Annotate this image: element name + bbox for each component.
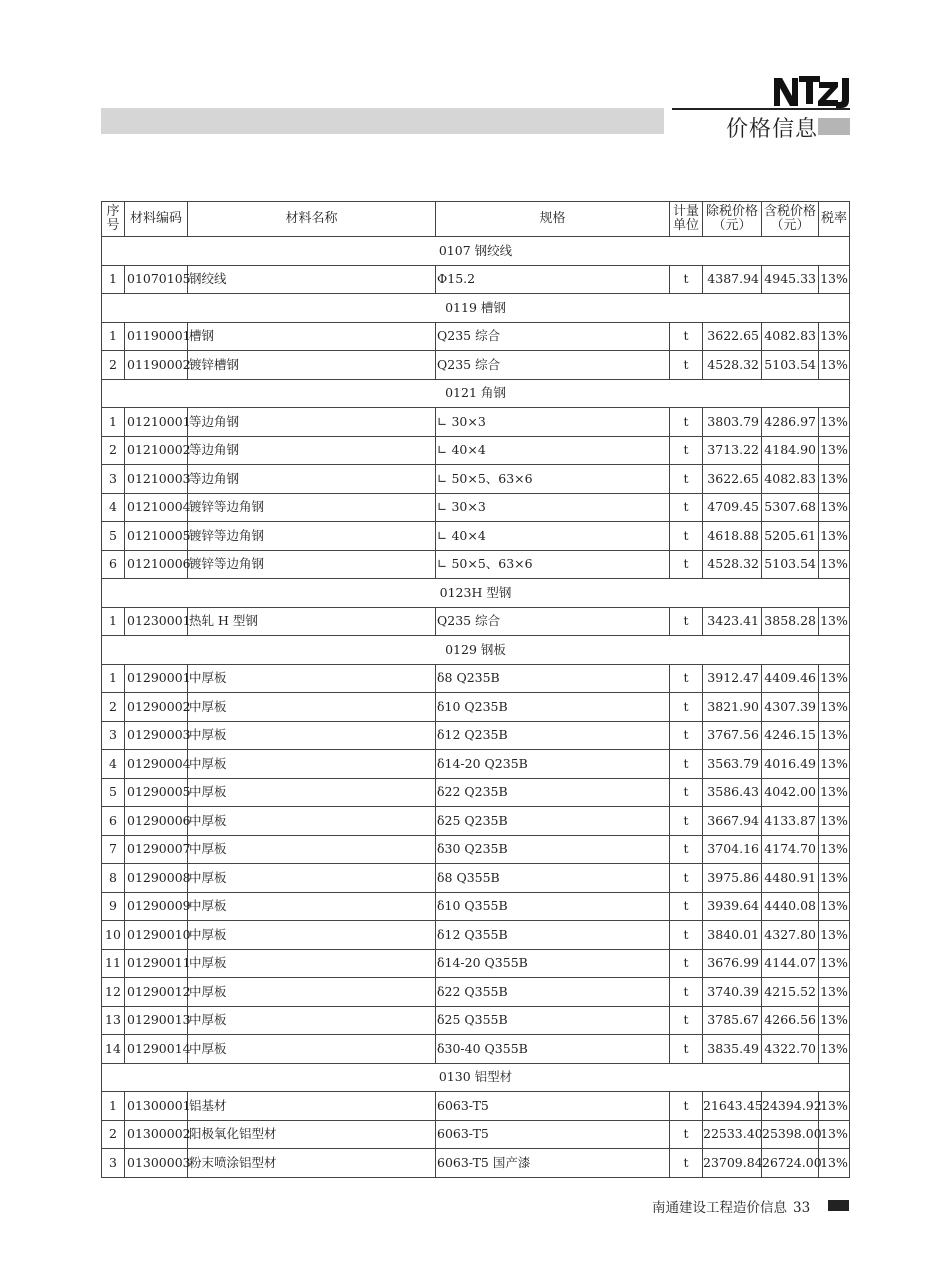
price-incl-tax: 3858.28 [762,607,819,636]
price-excl-tax: 3586.43 [703,778,762,807]
price-incl-tax: 4184.90 [762,436,819,465]
category-row [102,379,850,408]
material-name: 中厚板 [188,721,436,750]
header-code: 材料编码 [125,202,188,237]
tax-rate: 13% [819,351,850,380]
table-row [102,1149,850,1178]
table-row [102,921,850,950]
unit: t [670,892,703,921]
material-name: 中厚板 [188,1035,436,1064]
tax-rate: 13% [819,778,850,807]
row-index: 14 [102,1035,125,1064]
price-excl-tax: 4528.32 [703,550,762,579]
row-index: 5 [102,522,125,551]
material-spec: ∟ 30×3 [436,493,670,522]
price-excl-tax: 4709.45 [703,493,762,522]
price-incl-tax: 4327.80 [762,921,819,950]
price-table [101,201,850,1178]
material-code: 01290001 [125,664,188,693]
unit: t [670,721,703,750]
header-name: 材料名称 [188,202,436,237]
price-incl-tax: 4133.87 [762,807,819,836]
material-spec: ∟ 40×4 [436,436,670,465]
tax-rate: 13% [819,721,850,750]
material-name: 铝基材 [188,1092,436,1121]
table-row [102,835,850,864]
material-code: 01210002 [125,436,188,465]
tax-rate: 13% [819,664,850,693]
price-excl-tax: 3840.01 [703,921,762,950]
price-excl-tax: 3939.64 [703,892,762,921]
price-excl-tax: 4618.88 [703,522,762,551]
material-name: 等边角钢 [188,436,436,465]
material-spec: ∟ 40×4 [436,522,670,551]
tax-rate: 13% [819,1120,850,1149]
price-excl-tax: 3704.16 [703,835,762,864]
header-idx: 序号 [102,202,125,237]
material-code: 01290002 [125,693,188,722]
material-spec: δ8 Q355B [436,864,670,893]
price-incl-tax: 4440.08 [762,892,819,921]
material-name: 中厚板 [188,892,436,921]
table-row [102,1092,850,1121]
unit: t [670,864,703,893]
row-index: 8 [102,864,125,893]
table-header-row [102,202,850,237]
price-incl-tax: 4322.70 [762,1035,819,1064]
price-incl-tax: 24394.92 [762,1092,819,1121]
price-excl-tax: 3912.47 [703,664,762,693]
material-name: 阳极氧化铝型材 [188,1120,436,1149]
material-name: 等边角钢 [188,465,436,494]
material-spec: 6063-T5 [436,1120,670,1149]
unit: t [670,1149,703,1178]
material-name: 中厚板 [188,750,436,779]
material-name: 中厚板 [188,664,436,693]
unit: t [670,949,703,978]
tax-rate: 13% [819,750,850,779]
material-spec: δ10 Q235B [436,693,670,722]
unit: t [670,436,703,465]
tax-rate: 13% [819,835,850,864]
row-index: 11 [102,949,125,978]
material-code: 01290005 [125,778,188,807]
material-spec: ∟ 30×3 [436,408,670,437]
material-name: 中厚板 [188,921,436,950]
price-incl-tax: 5103.54 [762,351,819,380]
material-spec: ∟ 50×5、63×6 [436,465,670,494]
price-excl-tax: 3835.49 [703,1035,762,1064]
table-row [102,493,850,522]
row-index: 9 [102,892,125,921]
price-incl-tax: 4082.83 [762,322,819,351]
table-row [102,664,850,693]
price-incl-tax: 4945.33 [762,265,819,294]
material-code: 01190001 [125,322,188,351]
price-excl-tax: 4528.32 [703,351,762,380]
price-excl-tax: 22533.40 [703,1120,762,1149]
row-index: 7 [102,835,125,864]
material-name: 中厚板 [188,693,436,722]
price-incl-tax: 5205.61 [762,522,819,551]
price-excl-tax: 3676.99 [703,949,762,978]
material-name: 中厚板 [188,807,436,836]
unit: t [670,351,703,380]
row-index: 1 [102,607,125,636]
price-excl-tax: 3667.94 [703,807,762,836]
material-name: 粉末喷涂铝型材 [188,1149,436,1178]
price-incl-tax: 4246.15 [762,721,819,750]
material-name: 等边角钢 [188,408,436,437]
material-name: 中厚板 [188,835,436,864]
tax-rate: 13% [819,693,850,722]
title-accent-block [818,118,850,135]
category-row [102,294,850,323]
table-body [102,237,850,1178]
price-incl-tax: 25398.00 [762,1120,819,1149]
tax-rate: 13% [819,607,850,636]
price-incl-tax: 26724.00 [762,1149,819,1178]
price-excl-tax: 3785.67 [703,1006,762,1035]
material-name: 钢绞线 [188,265,436,294]
unit: t [670,664,703,693]
tax-rate: 13% [819,1092,850,1121]
row-index: 6 [102,550,125,579]
row-index: 12 [102,978,125,1007]
unit: t [670,778,703,807]
section-title: 价格信息 [726,117,819,142]
row-index: 1 [102,664,125,693]
material-spec: δ25 Q235B [436,807,670,836]
price-excl-tax: 3767.56 [703,721,762,750]
price-incl-tax: 4215.52 [762,978,819,1007]
table-row [102,265,850,294]
price-excl-tax: 3803.79 [703,408,762,437]
material-spec: δ12 Q235B [436,721,670,750]
tax-rate: 13% [819,1149,850,1178]
table-row [102,465,850,494]
unit: t [670,1006,703,1035]
price-incl-tax: 4016.49 [762,750,819,779]
category-title: 0121 角钢 [102,379,850,408]
unit: t [670,522,703,551]
material-code: 01290012 [125,978,188,1007]
material-spec: δ30-40 Q355B [436,1035,670,1064]
price-excl-tax: 3975.86 [703,864,762,893]
material-spec: Φ15.2 [436,265,670,294]
material-spec: 6063-T5 国产漆 [436,1149,670,1178]
material-spec: δ10 Q355B [436,892,670,921]
material-spec: δ22 Q235B [436,778,670,807]
row-index: 3 [102,721,125,750]
table-row [102,892,850,921]
footer [652,1196,810,1216]
price-excl-tax: 3740.39 [703,978,762,1007]
material-code: 01070105 [125,265,188,294]
table-row [102,949,850,978]
tax-rate: 13% [819,949,850,978]
unit: t [670,465,703,494]
table-row [102,864,850,893]
table-row [102,522,850,551]
price-incl-tax: 4042.00 [762,778,819,807]
unit: t [670,493,703,522]
table-row [102,1006,850,1035]
price-incl-tax: 4286.97 [762,408,819,437]
unit: t [670,607,703,636]
tax-rate: 13% [819,408,850,437]
unit: t [670,265,703,294]
row-index: 2 [102,1120,125,1149]
unit: t [670,693,703,722]
row-index: 4 [102,750,125,779]
table-row [102,1035,850,1064]
material-name: 中厚板 [188,778,436,807]
header-bar [101,108,664,134]
material-spec: δ25 Q355B [436,1006,670,1035]
price-excl-tax: 21643.45 [703,1092,762,1121]
row-index: 1 [102,1092,125,1121]
row-index: 2 [102,436,125,465]
row-index: 3 [102,465,125,494]
price-incl-tax: 4144.07 [762,949,819,978]
table-row [102,1120,850,1149]
row-index: 5 [102,778,125,807]
tax-rate: 13% [819,921,850,950]
material-spec: δ22 Q355B [436,978,670,1007]
material-name: 中厚板 [188,864,436,893]
material-code: 01290008 [125,864,188,893]
tax-rate: 13% [819,265,850,294]
category-title: 0119 槽钢 [102,294,850,323]
price-incl-tax: 4266.56 [762,1006,819,1035]
price-incl-tax: 4480.91 [762,864,819,893]
table-row [102,607,850,636]
material-code: 01290006 [125,807,188,836]
material-spec: Q235 综合 [436,351,670,380]
material-code: 01290003 [125,721,188,750]
material-code: 01210001 [125,408,188,437]
unit: t [670,978,703,1007]
table-row [102,807,850,836]
table-row [102,693,850,722]
material-name: 中厚板 [188,949,436,978]
price-incl-tax: 4174.70 [762,835,819,864]
price-incl-tax: 4082.83 [762,465,819,494]
price-incl-tax: 5307.68 [762,493,819,522]
ntzj-logo [770,70,854,110]
price-incl-tax: 5103.54 [762,550,819,579]
row-index: 10 [102,921,125,950]
category-title: 0129 钢板 [102,636,850,665]
category-row [102,237,850,266]
header-spec: 规格 [436,202,670,237]
material-name: 镀锌等边角钢 [188,522,436,551]
category-title: 0123H 型钢 [102,579,850,608]
row-index: 13 [102,1006,125,1035]
tax-rate: 13% [819,892,850,921]
material-code: 01210005 [125,522,188,551]
unit: t [670,921,703,950]
material-name: 镀锌等边角钢 [188,550,436,579]
row-index: 3 [102,1149,125,1178]
table-row [102,721,850,750]
material-code: 01290009 [125,892,188,921]
header-rule [672,108,850,110]
footer-publication: 南通建设工程造价信息 [652,1200,787,1216]
tax-rate: 13% [819,807,850,836]
unit: t [670,807,703,836]
header-price-inc: 含税价格（元） [762,202,819,237]
material-code: 01210004 [125,493,188,522]
material-code: 01300001 [125,1092,188,1121]
table-row [102,322,850,351]
material-name: 镀锌槽钢 [188,351,436,380]
price-excl-tax: 3622.65 [703,322,762,351]
material-spec: 6063-T5 [436,1092,670,1121]
price-excl-tax: 3821.90 [703,693,762,722]
material-code: 01210003 [125,465,188,494]
unit: t [670,1092,703,1121]
tax-rate: 13% [819,465,850,494]
material-spec: ∟ 50×5、63×6 [436,550,670,579]
table-row [102,436,850,465]
material-name: 槽钢 [188,322,436,351]
price-incl-tax: 4307.39 [762,693,819,722]
material-spec: δ12 Q355B [436,921,670,950]
category-row [102,579,850,608]
material-spec: Q235 综合 [436,607,670,636]
table-row [102,750,850,779]
material-code: 01290004 [125,750,188,779]
tax-rate: 13% [819,436,850,465]
price-excl-tax: 3713.22 [703,436,762,465]
unit: t [670,1120,703,1149]
category-row [102,1063,850,1092]
header-unit: 计量单位 [670,202,703,237]
material-code: 01290013 [125,1006,188,1035]
table-row [102,550,850,579]
material-name: 中厚板 [188,978,436,1007]
material-name: 中厚板 [188,1006,436,1035]
material-code: 01290007 [125,835,188,864]
row-index: 2 [102,351,125,380]
material-spec: δ8 Q235B [436,664,670,693]
unit: t [670,1035,703,1064]
tax-rate: 13% [819,322,850,351]
price-excl-tax: 3622.65 [703,465,762,494]
footer-accent-block [828,1200,849,1211]
unit: t [670,550,703,579]
price-excl-tax: 3563.79 [703,750,762,779]
row-index: 2 [102,693,125,722]
tax-rate: 13% [819,864,850,893]
material-name: 镀锌等边角钢 [188,493,436,522]
price-excl-tax: 4387.94 [703,265,762,294]
material-spec: Q235 综合 [436,322,670,351]
price-excl-tax: 23709.84 [703,1149,762,1178]
price-incl-tax: 4409.46 [762,664,819,693]
tax-rate: 13% [819,522,850,551]
row-index: 6 [102,807,125,836]
unit: t [670,408,703,437]
tax-rate: 13% [819,1006,850,1035]
material-code: 01300002 [125,1120,188,1149]
tax-rate: 13% [819,550,850,579]
row-index: 4 [102,493,125,522]
unit: t [670,835,703,864]
tax-rate: 13% [819,493,850,522]
table-row [102,408,850,437]
tax-rate: 13% [819,978,850,1007]
header-price-ex: 除税价格（元） [703,202,762,237]
table-row [102,978,850,1007]
unit: t [670,750,703,779]
material-code: 01230001 [125,607,188,636]
material-code: 01300003 [125,1149,188,1178]
category-title: 0107 钢绞线 [102,237,850,266]
material-code: 01290014 [125,1035,188,1064]
material-code: 01210006 [125,550,188,579]
header-rate: 税率 [819,202,850,237]
material-name: 热轧 H 型钢 [188,607,436,636]
material-code: 01290011 [125,949,188,978]
table-row [102,351,850,380]
tax-rate: 13% [819,1035,850,1064]
row-index: 1 [102,265,125,294]
material-code: 01290010 [125,921,188,950]
category-title: 0130 铝型材 [102,1063,850,1092]
row-index: 1 [102,322,125,351]
page-number: 33 [793,1200,811,1216]
table-row [102,778,850,807]
price-excl-tax: 3423.41 [703,607,762,636]
unit: t [670,322,703,351]
material-spec: δ14-20 Q235B [436,750,670,779]
category-row [102,636,850,665]
row-index: 1 [102,408,125,437]
material-code: 01190002 [125,351,188,380]
material-spec: δ30 Q235B [436,835,670,864]
material-spec: δ14-20 Q355B [436,949,670,978]
